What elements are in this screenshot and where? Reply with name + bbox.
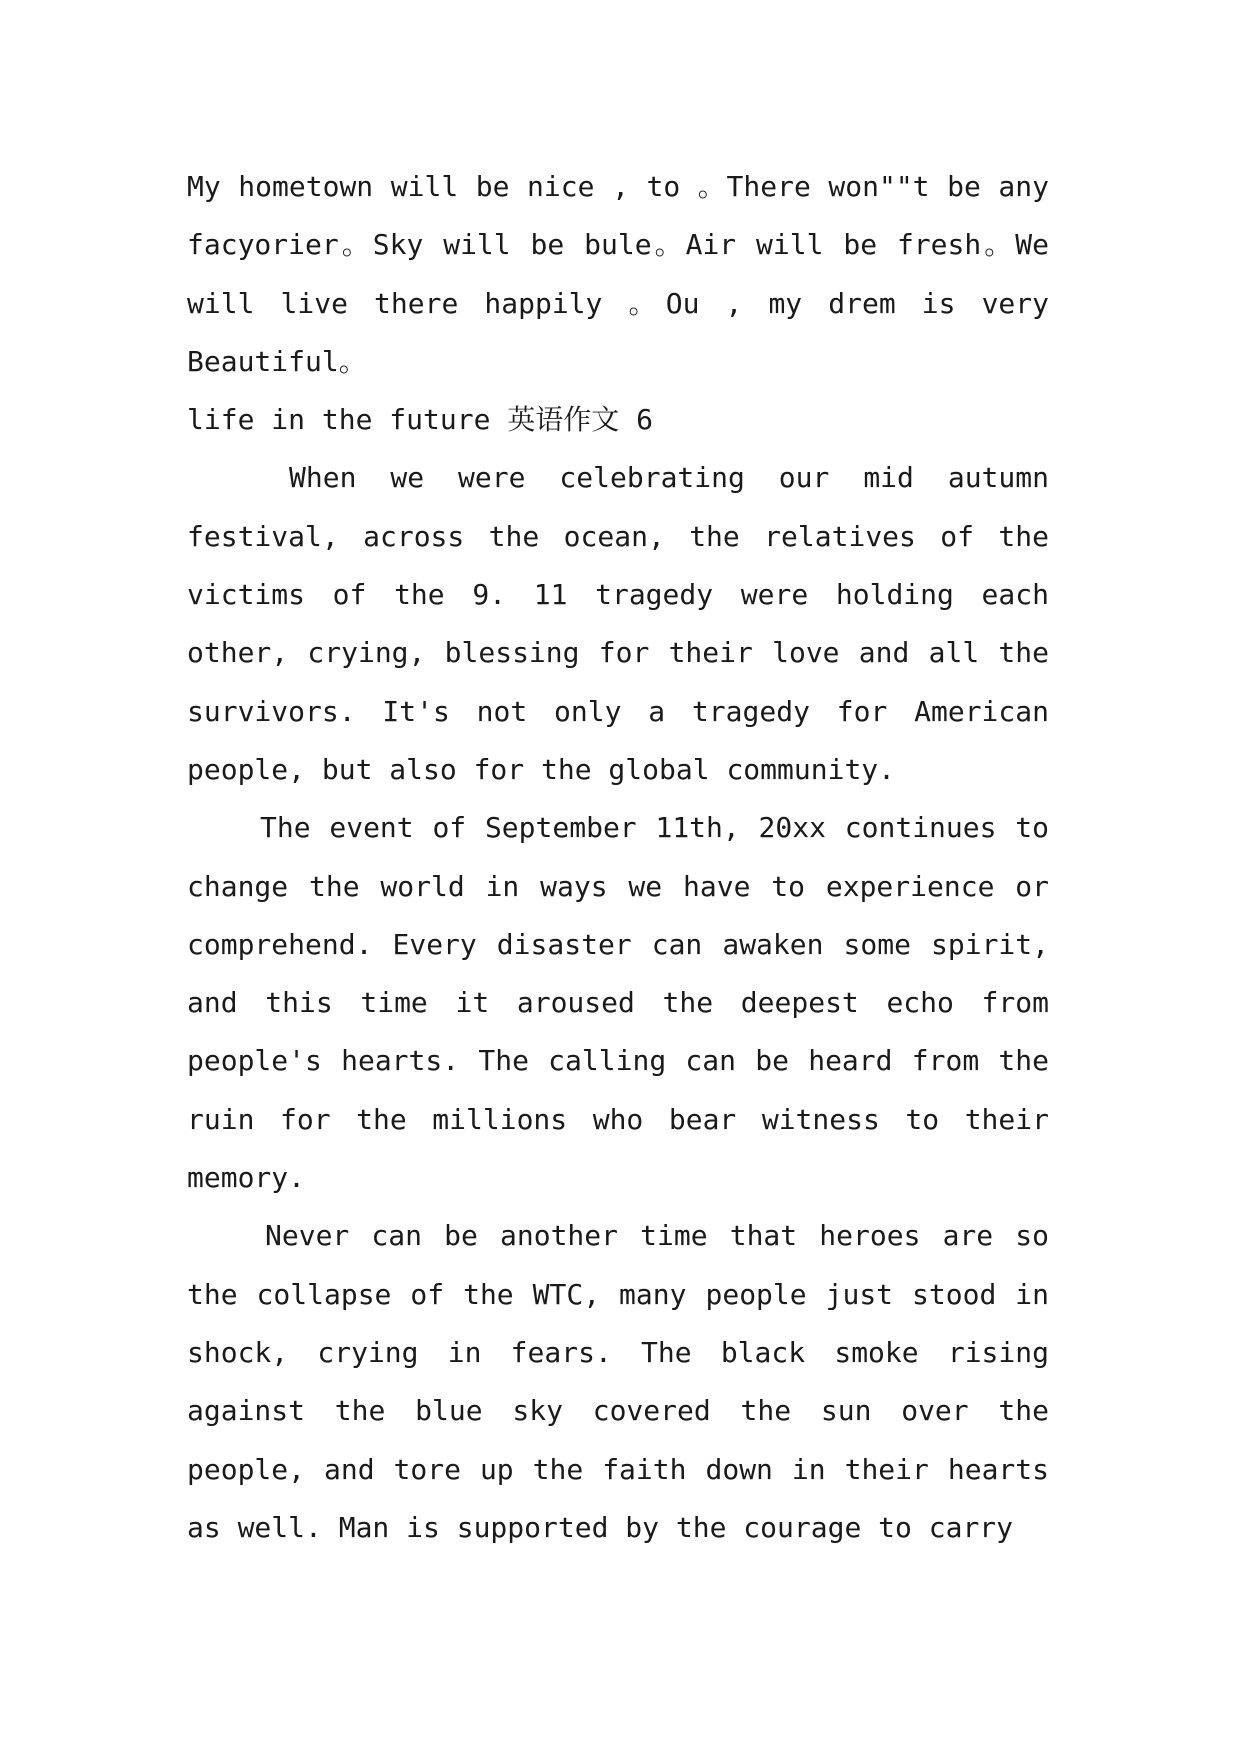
paragraph-mid-autumn: When we were celebrating our mid autumn festival, across the ocean, the relatives of the victims of the 9. 11 tragedy were holding each other, crying, blessing for their love and all the survivors. It's not only a tragedy for American people, but also for the global community. — [187, 461, 1049, 786]
paragraph-september-event: The event of September 11th, 20xx continues to change the world in ways we have to experience or comprehend. Every disaster can awaken some spirit, and this time it aroused the deepest echo from people's hearts. The calling can be heard from the ruin for the millions who bear witness to their memory. — [187, 811, 1049, 1195]
section-heading: life in the future 英语作文 6 — [187, 403, 654, 437]
paragraph-hometown: My hometown will be nice , to 。There won""t be any facyorier。Sky will be bule。Air will be fresh。We will live there happily 。Ou , my drem is very Beautiful。 — [187, 170, 1049, 378]
document-body — [187, 158, 1049, 1557]
paragraph-heroes: Never can be another time that heroes are so the collapse of the WTC, many people just stood in shock, crying in fears. The black smoke rising against the blue sky covered the sun over the people, and tore up the faith down in their hearts as well. Man is supported by the courage to carry — [187, 1219, 1049, 1544]
